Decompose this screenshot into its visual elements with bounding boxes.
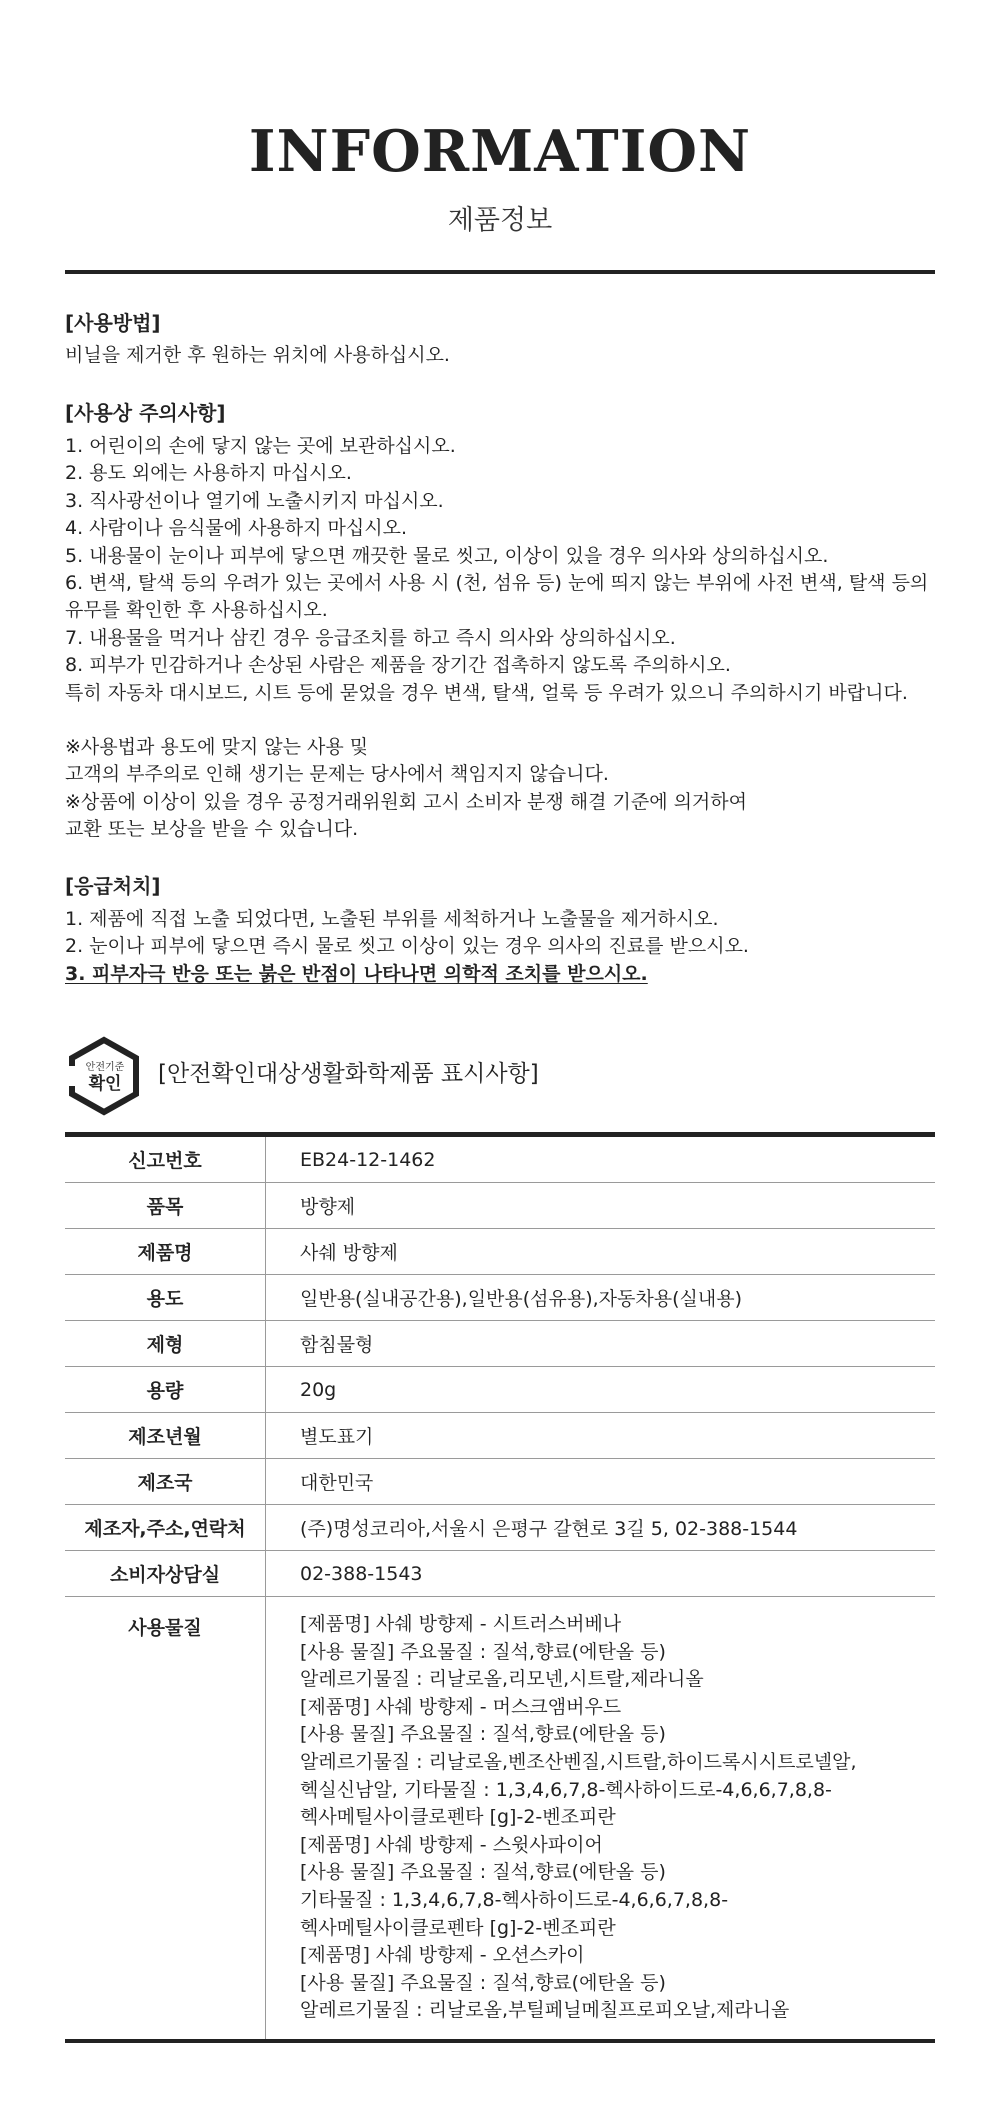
substance-line: [사용 물질] 주요물질 : 질석,향료(에탄올 등)	[300, 1971, 666, 1994]
product-info-table	[65, 1132, 935, 2043]
safety-title: [안전확인대상생활화학제품 표시사항]	[158, 1061, 539, 1087]
substance-line: 알레르기물질 : 리날로올,리모넨,시트랄,제라니올	[300, 1668, 704, 1691]
usage-text: 비닐을 제거한 후 원하는 위치에 사용하십시오.	[65, 344, 450, 366]
cautions-heading: [사용상 주의사항]	[65, 401, 226, 425]
row-value: 대한민국	[266, 1459, 936, 1505]
row-label: 제형	[65, 1321, 266, 1367]
table-row	[65, 1183, 935, 1229]
usage-heading: [사용방법]	[65, 311, 161, 335]
table-row	[65, 1459, 935, 1505]
substance-line: 헥사메틸사이클로펜타 [g]-2-벤조피란	[300, 1806, 616, 1829]
row-value: 함침물형	[266, 1321, 936, 1367]
row-label: 제조년월	[65, 1413, 266, 1459]
substances-list	[266, 1597, 936, 2041]
notice-line: ※상품에 이상이 있을 경우 공정거래위원회 고시 소비자 분쟁 해결 기준에 의거하여	[65, 790, 747, 813]
header-divider	[65, 270, 935, 274]
notice-line: ※사용법과 용도에 맞지 않는 사용 및	[65, 736, 369, 759]
substance-line: [사용 물질] 주요물질 : 질석,향료(에탄올 등)	[300, 1861, 666, 1884]
row-label: 용도	[65, 1275, 266, 1321]
substance-line: [사용 물질] 주요물질 : 질석,향료(에탄올 등)	[300, 1723, 666, 1746]
row-value: 02-388-1543	[266, 1551, 936, 1597]
substance-line: [제품명] 사쉐 방향제 - 오션스카이	[300, 1944, 585, 1967]
caution-item: 8. 피부가 민감하거나 손상된 사람은 제품을 장기간 접촉하지 않도록 주의하시오.	[65, 654, 731, 677]
substance-line: 헥사메틸사이클로펜타 [g]-2-벤조피란	[300, 1916, 616, 1939]
badge-small-text: 안전기준	[85, 1062, 125, 1073]
row-label: 품목	[65, 1183, 266, 1229]
row-value: EB24-12-1462	[266, 1135, 936, 1183]
row-value: 일반용(실내공간용),일반용(섬유용),자동차용(실내용)	[266, 1275, 936, 1321]
caution-item: 2. 용도 외에는 사용하지 마십시오.	[65, 462, 352, 485]
first-aid-heading: [응급처치]	[65, 874, 161, 898]
substance-line: [제품명] 사쉐 방향제 - 스윗사파이어	[300, 1833, 603, 1856]
row-value: 사쉐 방향제	[266, 1229, 936, 1275]
table-row	[65, 1367, 935, 1413]
substance-line: [제품명] 사쉐 방향제 - 시트러스버베나	[300, 1613, 622, 1635]
caution-item: 4. 사람이나 음식물에 사용하지 마십시오.	[65, 517, 407, 540]
substance-line: [제품명] 사쉐 방향제 - 머스크앰버우드	[300, 1695, 622, 1718]
substance-line: [사용 물질] 주요물질 : 질석,향료(에탄올 등)	[300, 1640, 666, 1663]
row-label: 사용물질	[65, 1597, 266, 2041]
substance-line: 헥실신남알, 기타물질 : 1,3,4,6,7,8-헥사하이드로-4,6,6,7,8,8-	[300, 1778, 832, 1801]
substance-line: 알레르기물질 : 리날로올,부틸페닐메칠프로피오날,제라니올	[300, 1999, 790, 2022]
table-row	[65, 1551, 935, 1597]
caution-item: 6. 변색, 탈색 등의 우려가 있는 곳에서 사용 시 (천, 섬유 등) 눈에 띄지 않는 부위에 사전 변색, 탈색 등의 유무를 확인한 후 사용하십시오.	[65, 572, 929, 622]
first-aid-section	[65, 872, 945, 988]
row-value: 20g	[266, 1367, 936, 1413]
caution-item: 5. 내용물이 눈이나 피부에 닿으면 깨끗한 물로 씻고, 이상이 있을 경우 의사와 상의하십시오.	[65, 544, 829, 567]
cautions-section	[65, 399, 945, 844]
page-title: INFORMATION	[248, 118, 752, 185]
caution-item: 7. 내용물을 먹거나 삼킨 경우 응급조치를 하고 즉시 의사와 상의하십시오.	[65, 626, 676, 649]
caution-item: 1. 어린이의 손에 닿지 않는 곳에 보관하십시오.	[65, 435, 456, 457]
first-aid-emphasis: 3. 피부자극 반응 또는 붉은 반점이 나타나면 의학적 조치를 받으시오.	[65, 962, 648, 985]
row-label: 용량	[65, 1367, 266, 1413]
row-label: 제조자,주소,연락처	[65, 1505, 266, 1551]
notice-line: 교환 또는 보상을 받을 수 있습니다.	[65, 818, 359, 841]
caution-item: 특히 자동차 대시보드, 시트 등에 묻었을 경우 변색, 탈색, 얼룩 등 우려가 있으니 주의하시기 바랍니다.	[65, 681, 908, 704]
table-row	[65, 1321, 935, 1367]
row-label: 제품명	[65, 1229, 266, 1275]
table-row	[65, 1135, 935, 1183]
table-row-substances	[65, 1597, 935, 2041]
table-row	[65, 1275, 935, 1321]
notice-line: 고객의 부주의로 인해 생기는 문제는 당사에서 책임지지 않습니다.	[65, 763, 609, 786]
substance-line: 기타물질 : 1,3,4,6,7,8-헥사하이드로-4,6,6,7,8,8-	[300, 1888, 729, 1911]
row-value: 별도표기	[266, 1413, 936, 1459]
row-value: (주)명성코리아,서울시 은평구 갈현로 3길 5, 02-388-1544	[266, 1505, 936, 1551]
usage-section	[65, 309, 945, 369]
table-row	[65, 1505, 935, 1551]
page-subtitle: 제품정보	[447, 205, 553, 236]
first-aid-item: 1. 제품에 직접 노출 되었다면, 노출된 부위를 세척하거나 노출물을 제거하시오.	[65, 908, 719, 930]
row-label: 소비자상담실	[65, 1551, 266, 1597]
first-aid-item: 2. 눈이나 피부에 닿으면 즉시 물로 씻고 이상이 있는 경우 의사의 진료를 받으시오.	[65, 935, 749, 958]
table-row	[65, 1229, 935, 1275]
table-row	[65, 1413, 935, 1459]
safety-check-badge-icon	[64, 1036, 144, 1116]
row-label: 신고번호	[65, 1135, 266, 1183]
row-value: 방향제	[266, 1183, 936, 1229]
badge-large-text: 확인	[88, 1074, 122, 1094]
caution-item: 3. 직사광선이나 열기에 노출시키지 마십시오.	[65, 489, 444, 512]
substance-line: 알레르기물질 : 리날로올,벤조산벤질,시트랄,하이드록시시트로넬알,	[300, 1750, 857, 1773]
row-label: 제조국	[65, 1459, 266, 1505]
